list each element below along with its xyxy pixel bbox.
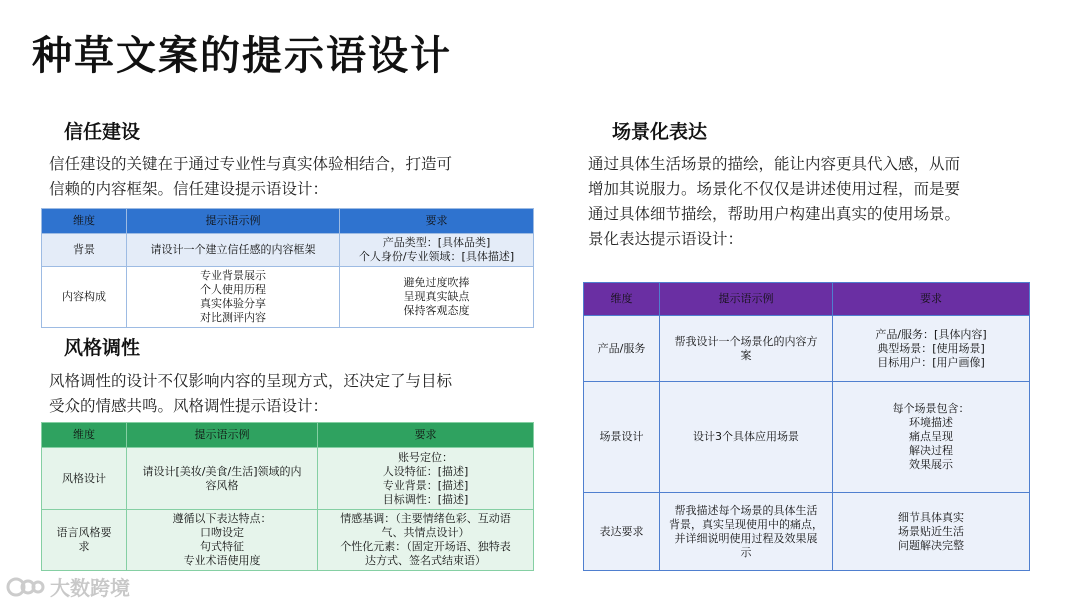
- cell-example: 帮我描述每个场景的具体生活 背景，真实呈现使用中的痛点， 并详细说明使用过程及效果展 示: [660, 493, 833, 571]
- table-row: [42, 234, 534, 267]
- scene-table: [583, 282, 1030, 571]
- table-row: [584, 382, 1030, 493]
- col-header: 提示语示例: [127, 209, 340, 234]
- trust-para-line: 信任建设的关键在于通过专业性与真实体验相结合，打造可: [49, 155, 453, 173]
- table-row: [42, 510, 534, 571]
- cell-dim: 内容构成: [42, 267, 127, 328]
- cell-example: 请设计[美妆/美食/生活]领域的内 容风格: [127, 448, 318, 510]
- scene-para-line: 增加其说服力。场景化不仅仅是讲述使用过程，而是要: [588, 180, 961, 198]
- cell-example: 帮我设计一个场景化的内容方 案: [660, 316, 833, 382]
- style-table: [41, 422, 534, 571]
- cell-req: 情感基调：（主要情绪色彩、互动语 气、共情点设计） 个性化元素：（固定开场语、独特表 达方式、签名式结束语）: [318, 510, 534, 571]
- cell-dim: 场景设计: [584, 382, 660, 493]
- scene-para-line: 通过具体生活场景的描绘，能让内容更具代入感，从而: [588, 155, 961, 173]
- col-header: 要求: [833, 283, 1030, 316]
- table-header-row: [584, 283, 1030, 316]
- cell-req: 产品/服务：[具体内容] 典型场景：[使用场景] 目标用户：[用户画像]: [833, 316, 1030, 382]
- col-header: 要求: [340, 209, 534, 234]
- col-header: 提示语示例: [660, 283, 833, 316]
- col-header: 维度: [42, 423, 127, 448]
- cell-dim: 表达要求: [584, 493, 660, 571]
- cell-req: 避免过度吹捧 呈现真实缺点 保持客观态度: [340, 267, 534, 328]
- table-row: [42, 448, 534, 510]
- cell-dim: 产品/服务: [584, 316, 660, 382]
- trust-para-line: 信赖的内容框架。信任建设提示语设计：: [49, 180, 329, 198]
- cell-example: 专业背景展示 个人使用历程 真实体验分享 对比测评内容: [127, 267, 340, 328]
- cell-req: 每个场景包含： 环境描述 痛点呈现 解决过程 效果展示: [833, 382, 1030, 493]
- scene-para-line: 景化表达提示语设计：: [588, 230, 744, 248]
- cell-example: 设计3个具体应用场景: [660, 382, 833, 493]
- table-header-row: [42, 209, 534, 234]
- cell-req: 细节具体真实 场景贴近生活 问题解决完整: [833, 493, 1030, 571]
- brand-logo: [6, 572, 130, 601]
- cell-dim: 风格设计: [42, 448, 127, 510]
- style-para-line: 受众的情感共鸣。风格调性提示语设计：: [49, 397, 329, 415]
- col-header: 维度: [42, 209, 127, 234]
- logo-mark-icon: [6, 575, 46, 599]
- cell-example: 请设计一个建立信任感的内容框架: [127, 234, 340, 267]
- trust-heading: 信任建设: [64, 121, 141, 143]
- cell-dim: 背景: [42, 234, 127, 267]
- scene-heading: 场景化表达: [612, 121, 708, 143]
- table-row: [584, 316, 1030, 382]
- cell-example: 遵循以下表达特点： 口吻设定 句式特征 专业术语使用度: [127, 510, 318, 571]
- style-paragraph: [49, 369, 452, 419]
- style-heading: 风格调性: [64, 337, 141, 359]
- table-row: [42, 267, 534, 328]
- scene-para-line: 通过具体细节描绘，帮助用户构建出真实的使用场景。: [588, 205, 961, 223]
- style-para-line: 风格调性的设计不仅影响内容的呈现方式，还决定了与目标: [49, 372, 453, 390]
- col-header: 要求: [318, 423, 534, 448]
- trust-table: [41, 208, 534, 328]
- logo-text: 大数跨境: [50, 576, 130, 600]
- cell-req: 产品类型：[具体品类] 个人身份/专业领域：[具体描述]: [340, 234, 534, 267]
- col-header: 提示语示例: [127, 423, 318, 448]
- trust-paragraph: [49, 152, 452, 202]
- scene-paragraph: [588, 152, 960, 252]
- cell-req: 账号定位： 人设特征：[描述] 专业背景：[描述] 目标调性：[描述]: [318, 448, 534, 510]
- page-title: 种草文案的提示语设计: [32, 33, 452, 79]
- cell-dim: 语言风格要 求: [42, 510, 127, 571]
- col-header: 维度: [584, 283, 660, 316]
- table-header-row: [42, 423, 534, 448]
- table-row: [584, 493, 1030, 571]
